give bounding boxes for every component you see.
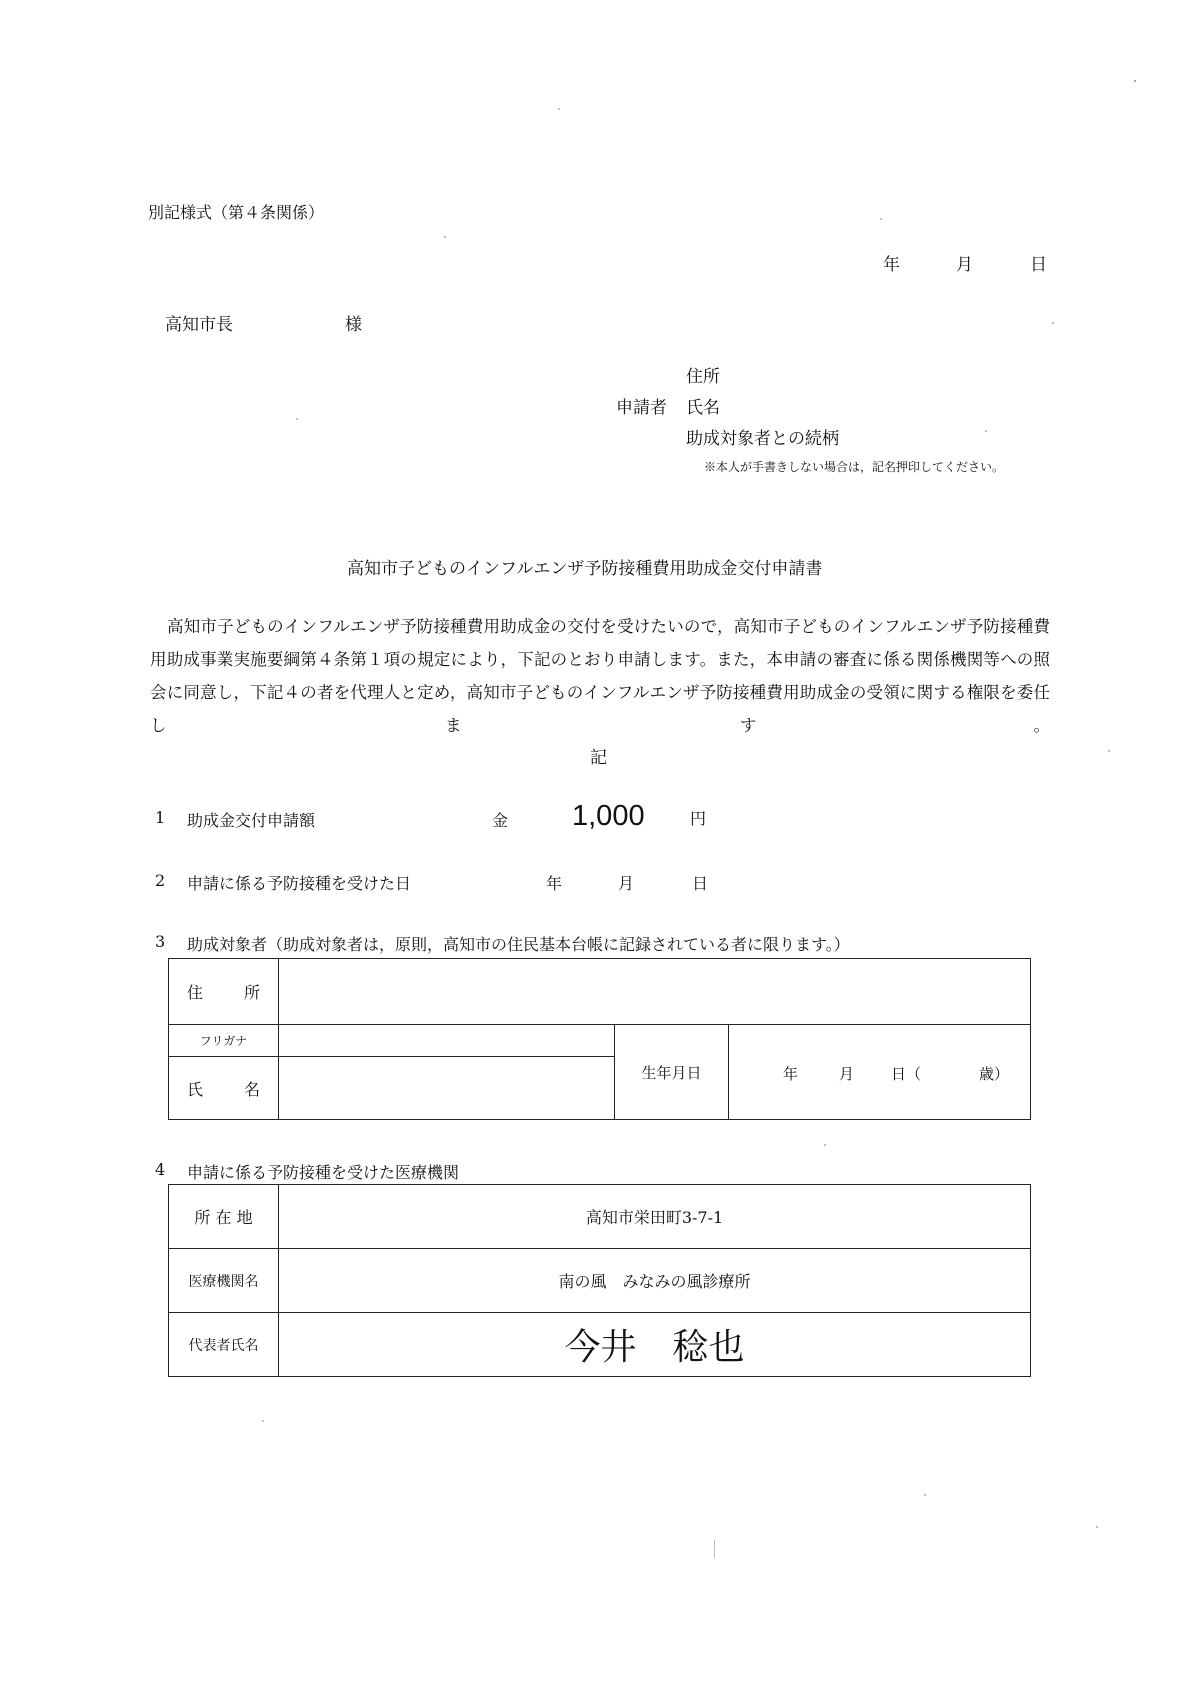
item2-number: 2 xyxy=(155,871,166,890)
scan-speck xyxy=(1134,80,1136,82)
item2-year: 年 xyxy=(546,874,563,893)
item1-prefix: 金 xyxy=(492,811,509,830)
birth-day: 日（ xyxy=(891,1065,922,1083)
applicant-name-label: 氏名 xyxy=(686,398,720,418)
item1-label: 助成金交付申請額 xyxy=(187,811,316,830)
beneficiary-name-field[interactable] xyxy=(279,1057,615,1120)
scan-speck xyxy=(824,1144,826,1146)
age-label: 歳） xyxy=(979,1065,1010,1083)
clinic-representative-value: 今井 稔也 xyxy=(279,1313,1031,1377)
beneficiary-table xyxy=(168,958,1031,1120)
form-id: 別記様式（第４条関係） xyxy=(148,203,325,222)
ki-label: 記 xyxy=(590,748,607,768)
furigana-field[interactable] xyxy=(279,1025,615,1057)
scan-speck xyxy=(444,236,446,238)
scan-speck xyxy=(296,418,298,420)
form-title: 高知市子どものインフルエンザ予防接種費用助成金交付申請書 xyxy=(347,559,823,579)
beneficiary-address-field[interactable] xyxy=(279,959,1031,1025)
clinic-representative-label: 代表者氏名 xyxy=(169,1313,279,1377)
beneficiary-name-label-cell xyxy=(169,1057,279,1120)
clinic-location-label: 所 在 地 xyxy=(169,1185,279,1249)
item3-label: 助成対象者（助成対象者は，原則，高知市の住民基本台帳に記録されている者に限ります。） xyxy=(187,935,850,954)
scan-speck xyxy=(1096,1526,1098,1528)
applicant-relation-label: 助成対象者との続柄 xyxy=(686,429,839,449)
name-label-1: 氏 xyxy=(187,1079,204,1099)
item2-label: 申請に係る予防接種を受けた日 xyxy=(187,874,412,893)
clinic-location-value: 高知市栄田町3-7-1 xyxy=(279,1185,1031,1249)
clinic-name-label: 医療機関名 xyxy=(169,1249,279,1313)
scan-speck xyxy=(1052,322,1054,324)
scan-speck xyxy=(262,1420,264,1422)
address-label-1: 住 xyxy=(187,983,204,1002)
item1-number: 1 xyxy=(155,808,166,827)
recipient-honorific: 様 xyxy=(345,315,362,335)
scan-speck xyxy=(880,218,882,220)
birth-month: 月 xyxy=(839,1065,855,1083)
body-paragraph xyxy=(150,610,1050,742)
grant-amount: 1,000 xyxy=(572,800,645,832)
date-day: 日 xyxy=(1030,255,1047,275)
item1-unit: 円 xyxy=(690,809,707,828)
item4-label: 申請に係る予防接種を受けた医療機関 xyxy=(187,1163,460,1182)
address-label-2: 所 xyxy=(243,983,260,1002)
applicant-heading: 申請者 xyxy=(616,398,667,418)
birth-date-field[interactable] xyxy=(729,1025,1031,1120)
birth-year: 年 xyxy=(783,1065,799,1083)
applicant-note: ※本人が手書きしない場合は，記名押印してください。 xyxy=(704,460,1005,474)
beneficiary-address-label-cell xyxy=(169,959,279,1025)
name-label-2: 名 xyxy=(243,1079,260,1099)
furigana-label: フリガナ xyxy=(169,1025,279,1057)
date-year: 年 xyxy=(883,255,900,275)
item2-day: 日 xyxy=(692,874,709,893)
body-text: 高知市子どものインフルエンザ予防接種費用助成金の交付を受けたいので，高知市子どものインフルエンザ予防接種費用助成事業実施要綱第４条第１項の規定により，下記のとおり申請します。また，本申請の審査に係る関係機関等への照会に同意し，下記４の者を代理人と定め，高知市子どものインフルエンザ予防接種費用助成金の受領に関する権限を委任します。 xyxy=(150,617,1050,735)
recipient-name: 高知市長 xyxy=(165,315,233,335)
birth-date-label: 生年月日 xyxy=(615,1025,729,1120)
date-month: 月 xyxy=(956,255,973,275)
applicant-address-label: 住所 xyxy=(686,367,720,387)
scan-mark xyxy=(714,1540,715,1558)
scan-speck xyxy=(558,108,560,110)
clinic-table xyxy=(168,1184,1031,1377)
item4-number: 4 xyxy=(155,1160,166,1179)
scan-speck xyxy=(985,430,987,432)
item2-month: 月 xyxy=(618,874,635,893)
scan-speck xyxy=(1108,750,1110,752)
item3-number: 3 xyxy=(155,932,166,951)
scan-speck xyxy=(924,1494,926,1496)
clinic-name-value: 南の風 みなみの風診療所 xyxy=(279,1249,1031,1313)
